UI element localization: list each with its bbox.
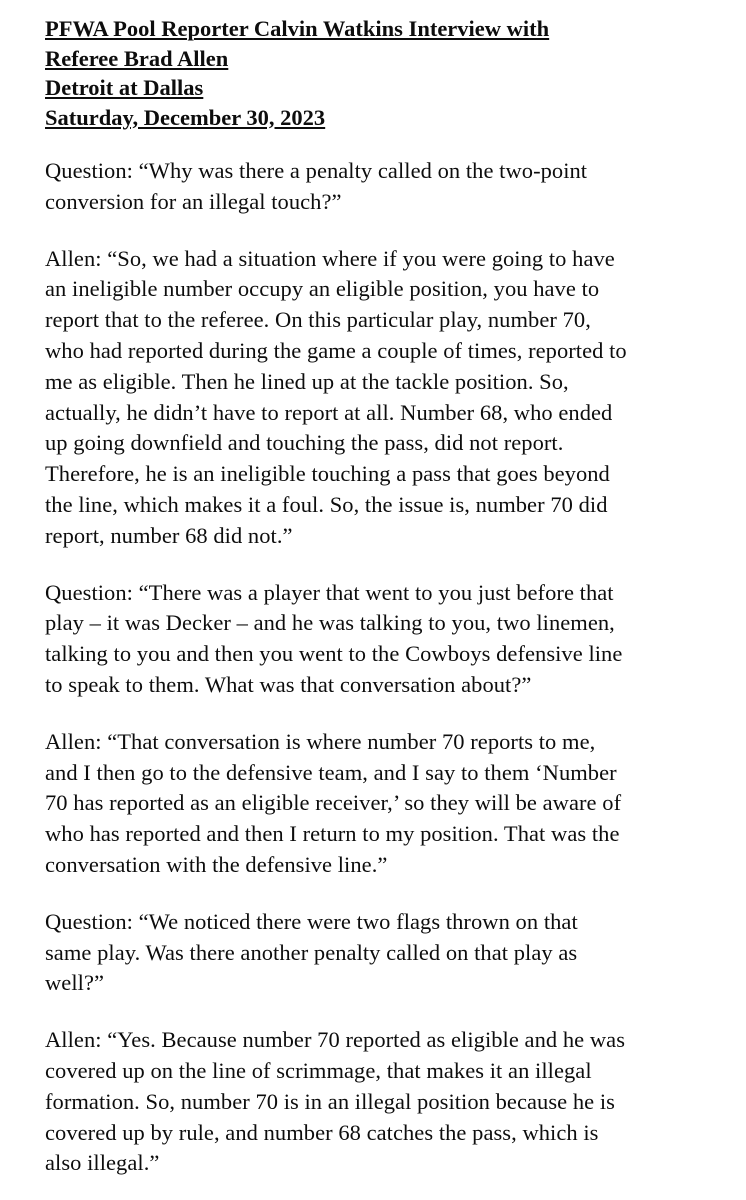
text-line: Question: “Why was there a penalty called on the two-point	[45, 158, 588, 183]
text-line: report, number 68 did not.”	[45, 522, 293, 548]
header-referee-line: Referee Brad Allen	[45, 45, 229, 71]
text-line: Therefore, he is an ineligible touching a pass that goes beyond	[45, 461, 610, 487]
question-paragraph	[45, 156, 726, 218]
header-title-line: PFWA Pool Reporter Calvin Watkins Interview with	[45, 16, 550, 41]
text-line: Question: “There was a player that went to you just before that	[45, 579, 614, 605]
header-matchup-line: Detroit at Dallas	[45, 75, 204, 100]
text-line: covered up on the line of scrimmage, that makes it an illegal	[45, 1057, 592, 1083]
text-line: actually, he didn’t have to report at all. Number 68, who ended	[45, 399, 613, 425]
text-line: same play. Was there another penalty called on that play as	[45, 939, 578, 965]
document-header	[45, 14, 726, 132]
text-line: Allen: “So, we had a situation where if you were going to have	[45, 245, 615, 271]
text-line: talking to you and then you went to the Cowboys defensive line	[45, 641, 623, 667]
text-line: an ineligible number occupy an eligible position, you have to	[45, 276, 600, 302]
text-line: play – it was Decker – and he was talking to you, two linemen,	[45, 610, 615, 636]
header-date-line: Saturday, December 30, 2023	[45, 104, 326, 130]
answer-paragraph	[45, 1025, 726, 1179]
text-line: who has reported and then I return to my position. That was the	[45, 821, 620, 847]
text-line: Question: “We noticed there were two flags thrown on that	[45, 908, 578, 934]
text-line: formation. So, number 70 is in an illegal position because he is	[45, 1088, 615, 1114]
text-line: well?”	[45, 970, 105, 996]
text-line: and I then go to the defensive team, and I say to them ‘Number	[45, 759, 617, 785]
text-line: Allen: “That conversation is where number 70 reports to me,	[45, 728, 596, 754]
text-line: Allen: “Yes. Because number 70 reported as eligible and he was	[45, 1027, 626, 1053]
text-line: conversion for an illegal touch?”	[45, 188, 342, 214]
text-line: to speak to them. What was that conversation about?”	[45, 671, 532, 697]
text-line: covered up by rule, and number 68 catches the pass, which is	[45, 1119, 599, 1145]
text-line: conversation with the defensive line.”	[45, 851, 388, 877]
question-paragraph	[45, 907, 726, 999]
text-line: who had reported during the game a couple of times, reported to	[45, 337, 627, 363]
answer-paragraph	[45, 244, 726, 552]
text-line: up going downfield and touching the pass, did not report.	[45, 430, 564, 456]
answer-paragraph	[45, 727, 726, 881]
text-line: me as eligible. Then he lined up at the tackle position. So,	[45, 368, 569, 394]
text-line: the line, which makes it a foul. So, the issue is, number 70 did	[45, 491, 608, 517]
question-paragraph	[45, 578, 726, 701]
text-line: also illegal.”	[45, 1150, 160, 1176]
text-line: report that to the referee. On this particular play, number 70,	[45, 307, 591, 333]
text-line: 70 has reported as an eligible receiver,’ so they will be aware of	[45, 790, 622, 816]
